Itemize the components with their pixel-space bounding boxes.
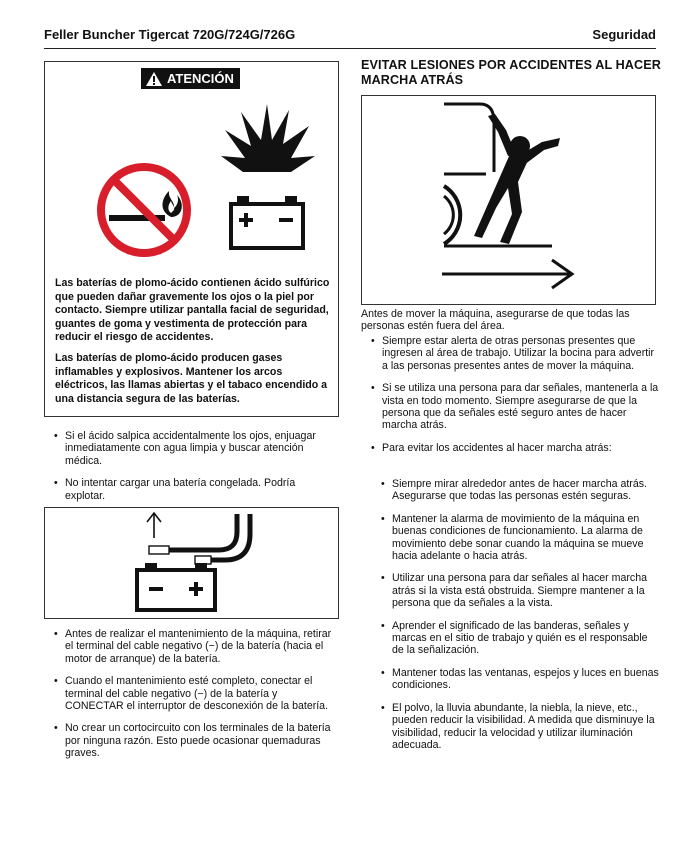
list-item: • Mantener la alarma de movimiento de la máquina en buenas condiciones de funcionamiento. La alarma de movimiento debe sonar cuando la máquina se mueve hacia adelante o hacia atrás. — [381, 513, 659, 563]
section-name: Seguridad — [592, 27, 656, 42]
attention-banner — [141, 68, 240, 89]
section-title: EVITAR LESIONES POR ACCIDENTES AL HACER MARCHA ATRÁS — [361, 58, 661, 87]
list-item: • Mantener todas las ventanas, espejos y luces en buenas condiciones. — [381, 667, 659, 692]
reversing-safety-list — [371, 335, 659, 464]
list-item: • Utilizar una persona para dar señales al hacer marcha atrás si la vista está obstruida. Siempre mantener a la persona que da señales a la vista. — [381, 572, 659, 609]
list-item: • Si el ácido salpica accidentalmente los ojos, enjuagar inmediatamente con agua limpia y buscar atención médica. — [54, 430, 336, 467]
battery-disconnect-figure — [44, 507, 339, 619]
list-item: • No crear un cortocircuito con los terminales de la batería por ninguna razón. Esto puede ocasionar quemaduras graves. — [54, 722, 336, 759]
page-header — [44, 27, 656, 47]
no-smoking-no-flame-icon — [95, 161, 193, 259]
battery-negative-cable-removal-icon — [45, 508, 338, 618]
list-item: • Siempre estar alerta de otras personas presentes que ingresen al área de trabajo. Utilizar la bocina para advertir a las personas presentes antes de mover la máquina. — [371, 335, 659, 372]
battery-explosion-icon — [217, 100, 317, 260]
battery-safety-list — [54, 430, 336, 512]
list-item: • Para evitar los accidentes al hacer marcha atrás: — [371, 442, 659, 454]
reversing-hazard-figure — [361, 95, 656, 305]
warning-paragraph-acid: Las baterías de plomo-ácido contienen ácido sulfúrico que pueden dañar gravemente los ojos o la piel por contacto. Siempre utilizar pantalla facial de seguridad, guantes de goma y vestimenta de protección para reducir el riesgo de accidentes. — [55, 277, 330, 344]
warning-paragraph-gases: Las baterías de plomo-ácido producen gases inflamables y explosivos. Mantener los arcos eléctricos, las llamas abiertas y el tabaco encendido a una distancia segura de las baterías. — [55, 352, 328, 405]
list-item: • Si se utiliza una persona para dar señales, mantenerla a la vista en todo momento. Siempre asegurarse de que la persona que da señales esté seguro antes de hacer marcha atrás. — [371, 382, 659, 432]
header-divider — [44, 48, 656, 49]
document-title: Feller Buncher Tigercat 720G/724G/726G — [44, 27, 296, 42]
list-item: • Siempre mirar alrededor antes de hacer marcha atrás. Asegurarse que todas las personas estén seguras. — [381, 478, 659, 503]
attention-label: ATENCIÓN — [167, 71, 234, 86]
list-item: • Aprender el significado de las banderas, señales y marcas en el sitio de trabajo y quién es el responsable de la señalización. — [381, 620, 659, 657]
battery-maintenance-list — [54, 628, 336, 770]
battery-warning-box — [44, 61, 339, 417]
reversing-precautions-sublist — [381, 478, 659, 761]
warning-triangle-icon — [145, 71, 163, 87]
list-item: • No intentar cargar una batería congelada. Podría explotar. — [54, 477, 336, 502]
list-item: • El polvo, la lluvia abundante, la niebla, la nieve, etc., pueden reducir la visibilidad. A medida que disminuye la visibilidad, reducir la velocidad y utilizar iluminación adecuada. — [381, 702, 659, 752]
list-item: • Antes de realizar el mantenimiento de la máquina, retirar el terminal del cable negativo (−) de la batería (hacia el motor de arranque) de la batería. — [54, 628, 336, 665]
reversing-intro: Antes de mover la máquina, asegurarse de que todas las personas estén fuera del área. — [361, 308, 630, 333]
list-item: • Cuando el mantenimiento esté completo, conectar el terminal del cable negativo (−) de la batería y CONECTAR el interruptor de desconexión de la batería. — [54, 675, 336, 712]
reversing-machine-crush-hazard-icon — [362, 96, 655, 304]
